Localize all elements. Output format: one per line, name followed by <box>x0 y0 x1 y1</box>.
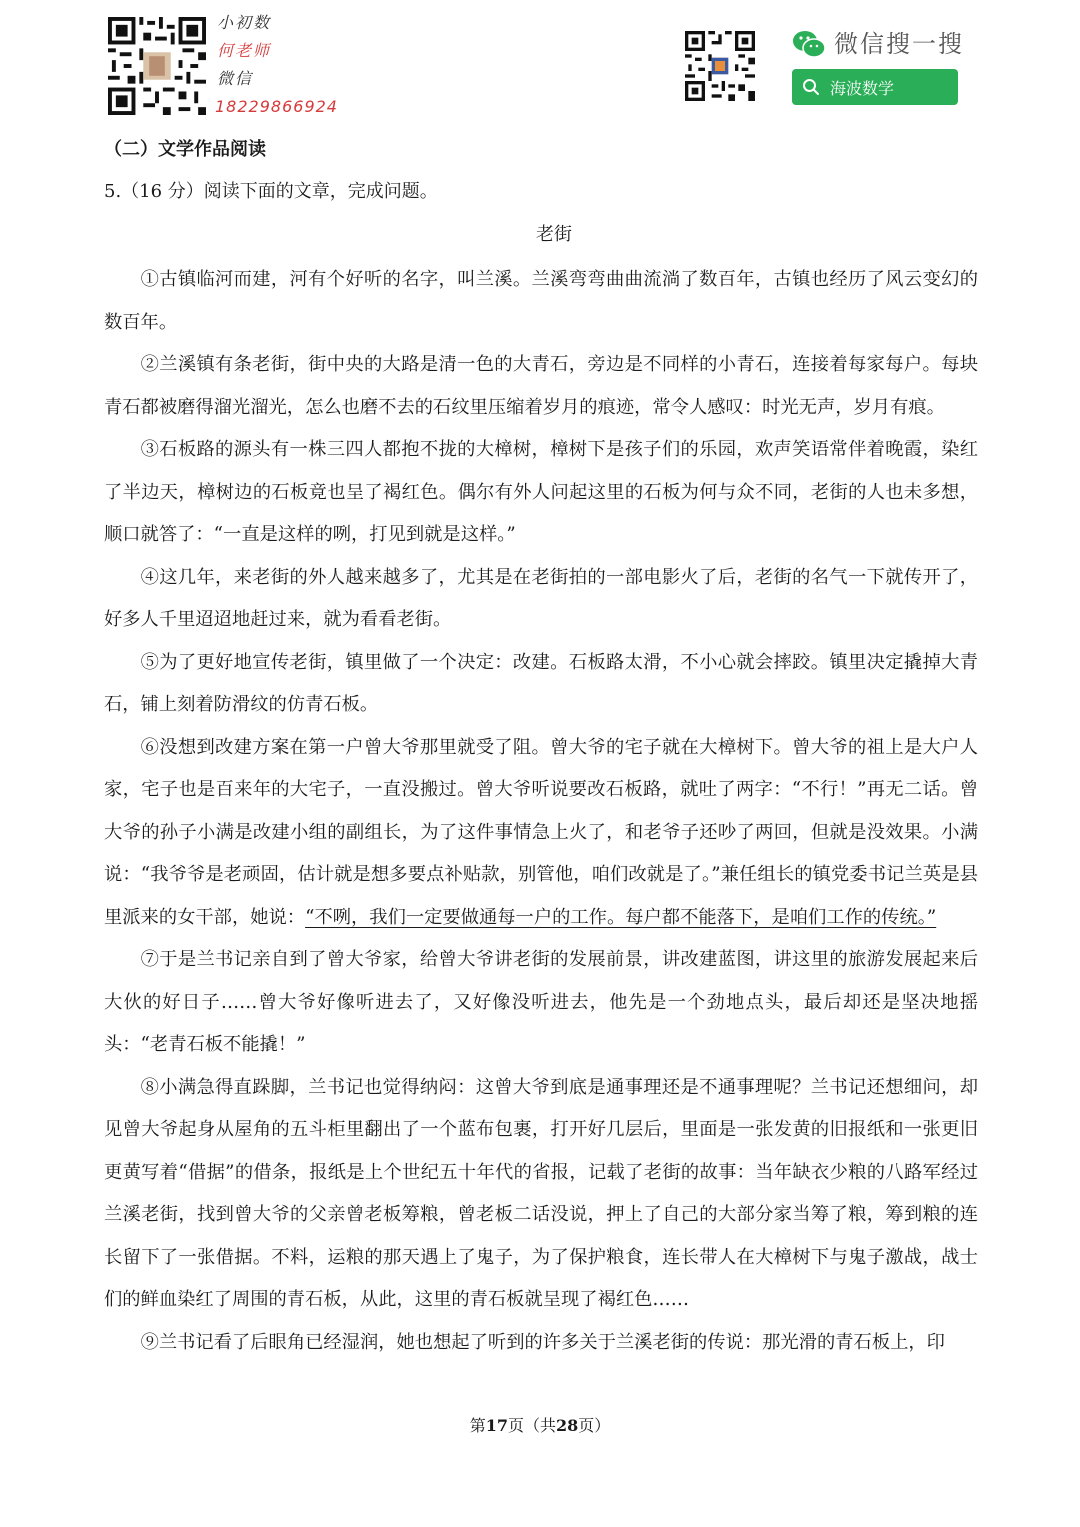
qr-code-icon <box>684 31 756 101</box>
paragraph-6-text: ⑥没想到改建方案在第一户曾大爷那里就受了阻。曾大爷的宅子就在大樟树下。曾大爷的祖上是大户人家，宅子也是百来年的大宅子，一直没搬过。曾大爷听说要改石板路，就吐了两字：“不行！”再无二话。曾大爷的孙子小满是改建小组的副组长，为了这件事情急上火了，和老爷子还吵了两回，但就是没效果。小满说：“我爷爷是老顽固，估计就是想多要点补贴款，别管他，咱们改就是了。”兼任组长的镇党委书记兰英是县里派来的女干部，她说： <box>104 736 978 928</box>
page-footer <box>0 1412 1080 1440</box>
contact-line-2: 何老师 <box>217 41 272 60</box>
section-title: （二）文学作品阅读 <box>104 139 266 160</box>
paragraph-6 <box>104 727 978 940</box>
contact-phone: 18229866924 <box>215 97 338 116</box>
paragraph-4: ④这几年，来老街的外人越来越多了，尤其是在老街拍的一部电影火了后，老街的名气一下就传开了，好多人千里迢迢地赶过来，就为看看老街。 <box>104 566 978 630</box>
wechat-search-query: 海波数学 <box>830 78 895 98</box>
article-body <box>104 259 978 1364</box>
footer-suffix: 页） <box>578 1416 611 1435</box>
paragraph-3: ③石板路的源头有一株三四人都抱不拢的大樟树，樟树下是孩子们的乐园，欢声笑语常伴着晚霞，染红了半边天，樟树边的石板竟也呈了褐红色。偶尔有外人问起这里的石板为何与众不同，老街的人也未多想，顺口就答了：“一直是这样的咧，打见到就是这样。” <box>104 439 978 545</box>
paragraph-9: ⑨兰书记看了后眼角已经湿润，她也想起了听到的许多关于兰溪老街的传说：那光滑的青石板上，印 <box>140 1331 945 1353</box>
page-total: 28 <box>556 1416 579 1435</box>
contact-line-1: 小初数 <box>217 13 272 32</box>
paragraph-7: ⑦于是兰书记亲自到了曾大爷家，给曾大爷讲老街的发展前景，讲改建蓝图，讲这里的旅游发展起来后大伙的好日子……曾大爷好像听进去了，又好像没听进去，他先是一个劲地点头，最后却还是坚决地摇头：“老青石板不能撬！” <box>104 949 978 1055</box>
search-icon <box>802 78 820 96</box>
article-title: 老街 <box>536 224 572 245</box>
page-number: 17 <box>485 1416 508 1435</box>
paragraph-2: ②兰溪镇有条老街，街中央的大路是清一色的大青石，旁边是不同样的小青石，连接着每家每户。每块青石都被磨得溜光溜光，怎么也磨不去的石纹里压缩着岁月的痕迹，常令人感叹：时光无声，岁月有痕。 <box>104 354 978 418</box>
underlined-quote: “不咧，我们一定要做通每一户的工作。每户都不能落下，是咱们工作的传统。” <box>305 906 937 928</box>
wechat-search-title: 微信搜一搜 <box>834 30 964 58</box>
footer-middle: 页（共 <box>507 1416 556 1435</box>
wechat-search-box[interactable] <box>792 69 958 105</box>
qr-code-icon <box>108 17 206 115</box>
qr-code-wechat <box>684 31 756 101</box>
question-prompt: 5.（16 分）阅读下面的文章，完成问题。 <box>104 181 438 202</box>
qr-code-contact <box>108 17 206 115</box>
footer-prefix: 第 <box>469 1416 486 1435</box>
paragraph-5: ⑤为了更好地宣传老街，镇里做了一个决定：改建。石板路太滑，不小心就会摔跤。镇里决定撬掉大青石，铺上刻着防滑纹的仿青石板。 <box>104 651 978 715</box>
wechat-logo-icon <box>792 29 826 59</box>
paragraph-8: ⑧小满急得直跺脚，兰书记也觉得纳闷：这曾大爷到底是通事理还是不通事理呢？兰书记还想细问，却见曾大爷起身从屋角的五斗柜里翻出了一个蓝布包裹，打开好几层后，里面是一张发黄的旧报纸和一张更旧更黄写着“借据”的借条，报纸是上个世纪五十年代的省报，记载了老街的故事：当年缺衣少粮的八路军经过兰溪老街，找到曾大爷的父亲曾老板筹粮，曾老板二话没说，押上了自己的大部分家当筹了粮，筹到粮的连长留下了一张借据。不料，运粮的那天遇上了鬼子，为了保护粮食，连长带人在大樟树下与鬼子激战，战士们的鲜血染红了周围的青石板，从此，这里的青石板就呈现了褐红色…… <box>104 1076 978 1310</box>
paragraph-1: ①古镇临河而建，河有个好听的名字，叫兰溪。兰溪弯弯曲曲流淌了数百年，古镇也经历了风云变幻的数百年。 <box>104 269 978 333</box>
contact-line-3: 微信 <box>217 69 254 88</box>
